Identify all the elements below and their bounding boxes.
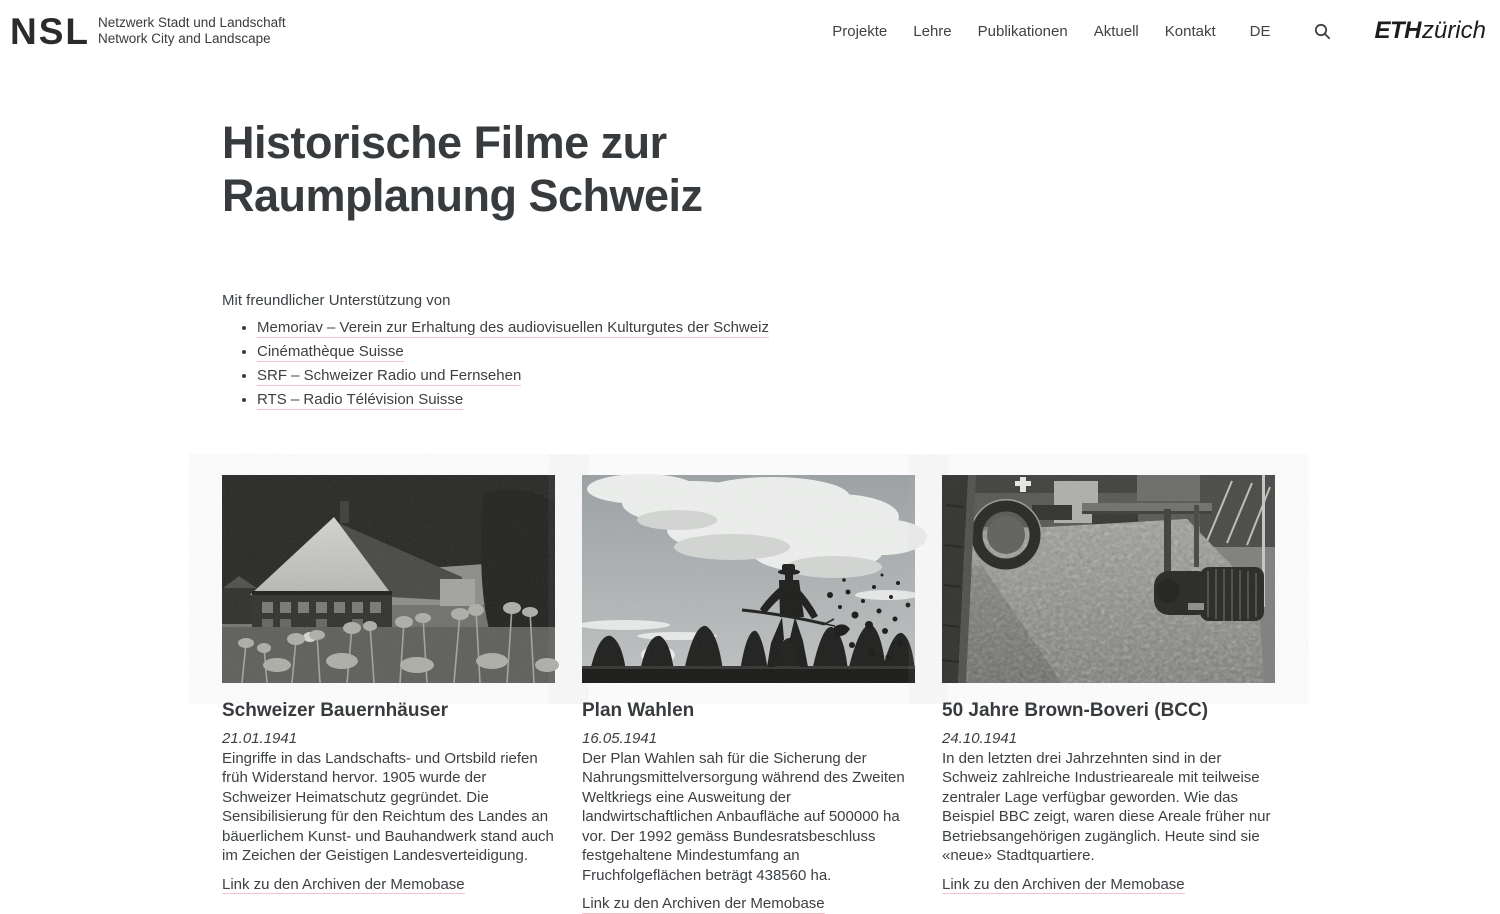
eth-zurich-logo[interactable] xyxy=(1374,17,1486,45)
supporter-link-memoriav[interactable]: Memoriav – Verein zur Erhaltung des audiovisuellen Kulturgutes der Schweiz xyxy=(257,319,769,337)
supporter-link-cinematheque[interactable]: Cinémathèque Suisse xyxy=(257,343,404,361)
farmer-field-photo xyxy=(582,475,915,683)
card-date: 24.10.1941 xyxy=(942,729,1018,747)
eth-logo-bold: ETH xyxy=(1374,17,1421,44)
farmer-field-photo-illustration xyxy=(582,475,915,683)
nav-item-projekte[interactable]: Projekte xyxy=(832,22,888,40)
nav-item-aktuell[interactable]: Aktuell xyxy=(1093,22,1139,40)
nsl-logo-abbr: NSL xyxy=(10,10,90,52)
nav-item-kontakt[interactable]: Kontakt xyxy=(1164,22,1216,40)
eth-logo-rest: zürich xyxy=(1421,17,1486,44)
card-title: Plan Wahlen xyxy=(582,699,695,721)
supporter-item xyxy=(257,366,1275,386)
search-icon[interactable] xyxy=(1310,19,1334,43)
memobase-archive-link[interactable]: Link zu den Archiven der Memobase xyxy=(582,895,825,913)
supporter-link-rts[interactable]: RTS – Radio Télévision Suisse xyxy=(257,391,464,409)
film-cards xyxy=(222,475,1275,914)
nsl-logo-text xyxy=(98,15,286,47)
memobase-archive-link[interactable]: Link zu den Archiven der Memobase xyxy=(942,875,1185,893)
header-right xyxy=(832,17,1486,45)
nsl-logo[interactable] xyxy=(10,10,286,52)
supporter-item xyxy=(257,390,1275,410)
page-title: Historische Filme zur Raumplanung Schweiz xyxy=(222,117,703,222)
farmhouse-photo xyxy=(222,475,555,683)
memobase-archive-link[interactable]: Link zu den Archiven der Memobase xyxy=(222,875,465,893)
supporter-link-srf[interactable]: SRF – Schweizer Radio und Fernsehen xyxy=(257,367,522,385)
nav-item-lehre[interactable]: Lehre xyxy=(913,22,952,40)
nsl-logo-line2: Network City and Landscape xyxy=(98,31,271,46)
factory-crowd-photo xyxy=(942,475,1275,683)
card-title: 50 Jahre Brown-Boveri (BCC) xyxy=(942,699,1209,721)
card-description: In den letzten drei Jahrzehnten sind in der Schweiz zahlreiche Industrieareale mit teilweise zentraler Lage verfügbar geworden. Wie das Beispiel BBC zeigt, waren diese Areale früher nur Betriebsangehörigen zugänglich. Heute sind sie «neue» Stadtquartiere. xyxy=(942,749,1271,865)
nav-item-publikationen[interactable]: Publikationen xyxy=(977,22,1068,40)
site-header xyxy=(0,0,1500,62)
card-title: Schweizer Bauernhäuser xyxy=(222,699,448,721)
film-card-plan-wahlen xyxy=(582,475,915,914)
nsl-logo-line1: Netzwerk Stadt und Landschaft xyxy=(98,14,286,30)
supporters-intro: Mit freundlicher Unterstützung von xyxy=(222,292,451,310)
card-date: 21.01.1941 xyxy=(222,729,298,747)
film-card-brown-boveri xyxy=(942,475,1275,914)
supporter-item xyxy=(257,342,1275,362)
card-description: Der Plan Wahlen sah für die Sicherung der Nahrungsmittelversorgung während des Zweiten Weltkriegs eine Ausweitung der landwirtschaftlichen Anbaufläche auf 500000 ha vor. Der 1992 gemäss Bundesratsbeschluss festgehaltene Mindestumfang an Fruchfolgeflächen beträgt 438560 ha. xyxy=(582,749,905,884)
card-date: 16.05.1941 xyxy=(582,729,658,747)
card-description: Eingriffe in das Landschafts- und Ortsbild riefen früh Widerstand hervor. 1905 wurde der Schweizer Heimatschutz gegründet. Die Sensibilisierung für den Reichtum des Landes an bäuerlichem Kunst- und Bauhandwerk stand auch im Zeichen der Geistigen Landesverteidigung. xyxy=(222,749,554,865)
supporters-list xyxy=(222,318,1275,410)
farmhouse-photo-illustration xyxy=(222,475,555,683)
main-nav xyxy=(832,19,1334,43)
main-content xyxy=(0,116,1500,914)
supporter-item xyxy=(257,318,1275,338)
film-card-bauernhaeuser xyxy=(222,475,555,914)
language-switch[interactable]: DE xyxy=(1249,22,1271,40)
factory-crowd-photo-illustration xyxy=(942,475,1275,683)
